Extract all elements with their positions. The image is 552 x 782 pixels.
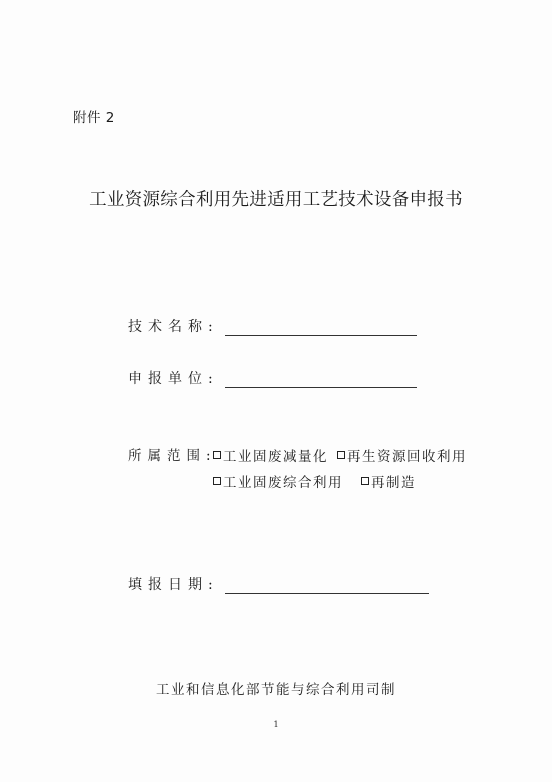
option-renewable-recycling[interactable] <box>337 445 467 465</box>
date-label: 填报日期: <box>128 577 219 593</box>
attachment-label: 附件 2 <box>73 110 115 126</box>
option-label: 工业固废综合利用 <box>223 475 343 491</box>
issuer-text: 工业和信息化部节能与综合利用司制 <box>156 682 396 698</box>
option-remanufacturing[interactable] <box>361 471 416 491</box>
tech-name-row <box>128 316 417 336</box>
checkbox-icon[interactable] <box>337 451 345 459</box>
checkbox-icon[interactable] <box>361 477 369 485</box>
applicant-field[interactable] <box>225 373 417 388</box>
option-label: 工业固废减量化 <box>223 449 328 465</box>
tech-name-field[interactable] <box>225 321 417 336</box>
date-row <box>128 574 429 594</box>
page-number: 1 <box>273 720 279 729</box>
option-industrial-waste-reduction[interactable] <box>213 445 328 465</box>
checkbox-icon[interactable] <box>213 477 221 485</box>
option-label: 再生资源回收利用 <box>347 449 467 465</box>
applicant-row <box>128 368 417 388</box>
tech-name-label: 技术名称: <box>128 319 219 335</box>
checkbox-icon[interactable] <box>213 451 221 459</box>
scope-label: 所属范围: <box>128 448 217 464</box>
date-field[interactable] <box>225 579 429 594</box>
document-title: 工业资源综合利用先进适用工艺技术设备申报书 <box>89 190 463 210</box>
option-label: 再制造 <box>371 475 416 491</box>
scope-row <box>128 444 217 464</box>
applicant-label: 申报单位: <box>128 371 219 387</box>
option-industrial-waste-utilization[interactable] <box>213 471 343 491</box>
